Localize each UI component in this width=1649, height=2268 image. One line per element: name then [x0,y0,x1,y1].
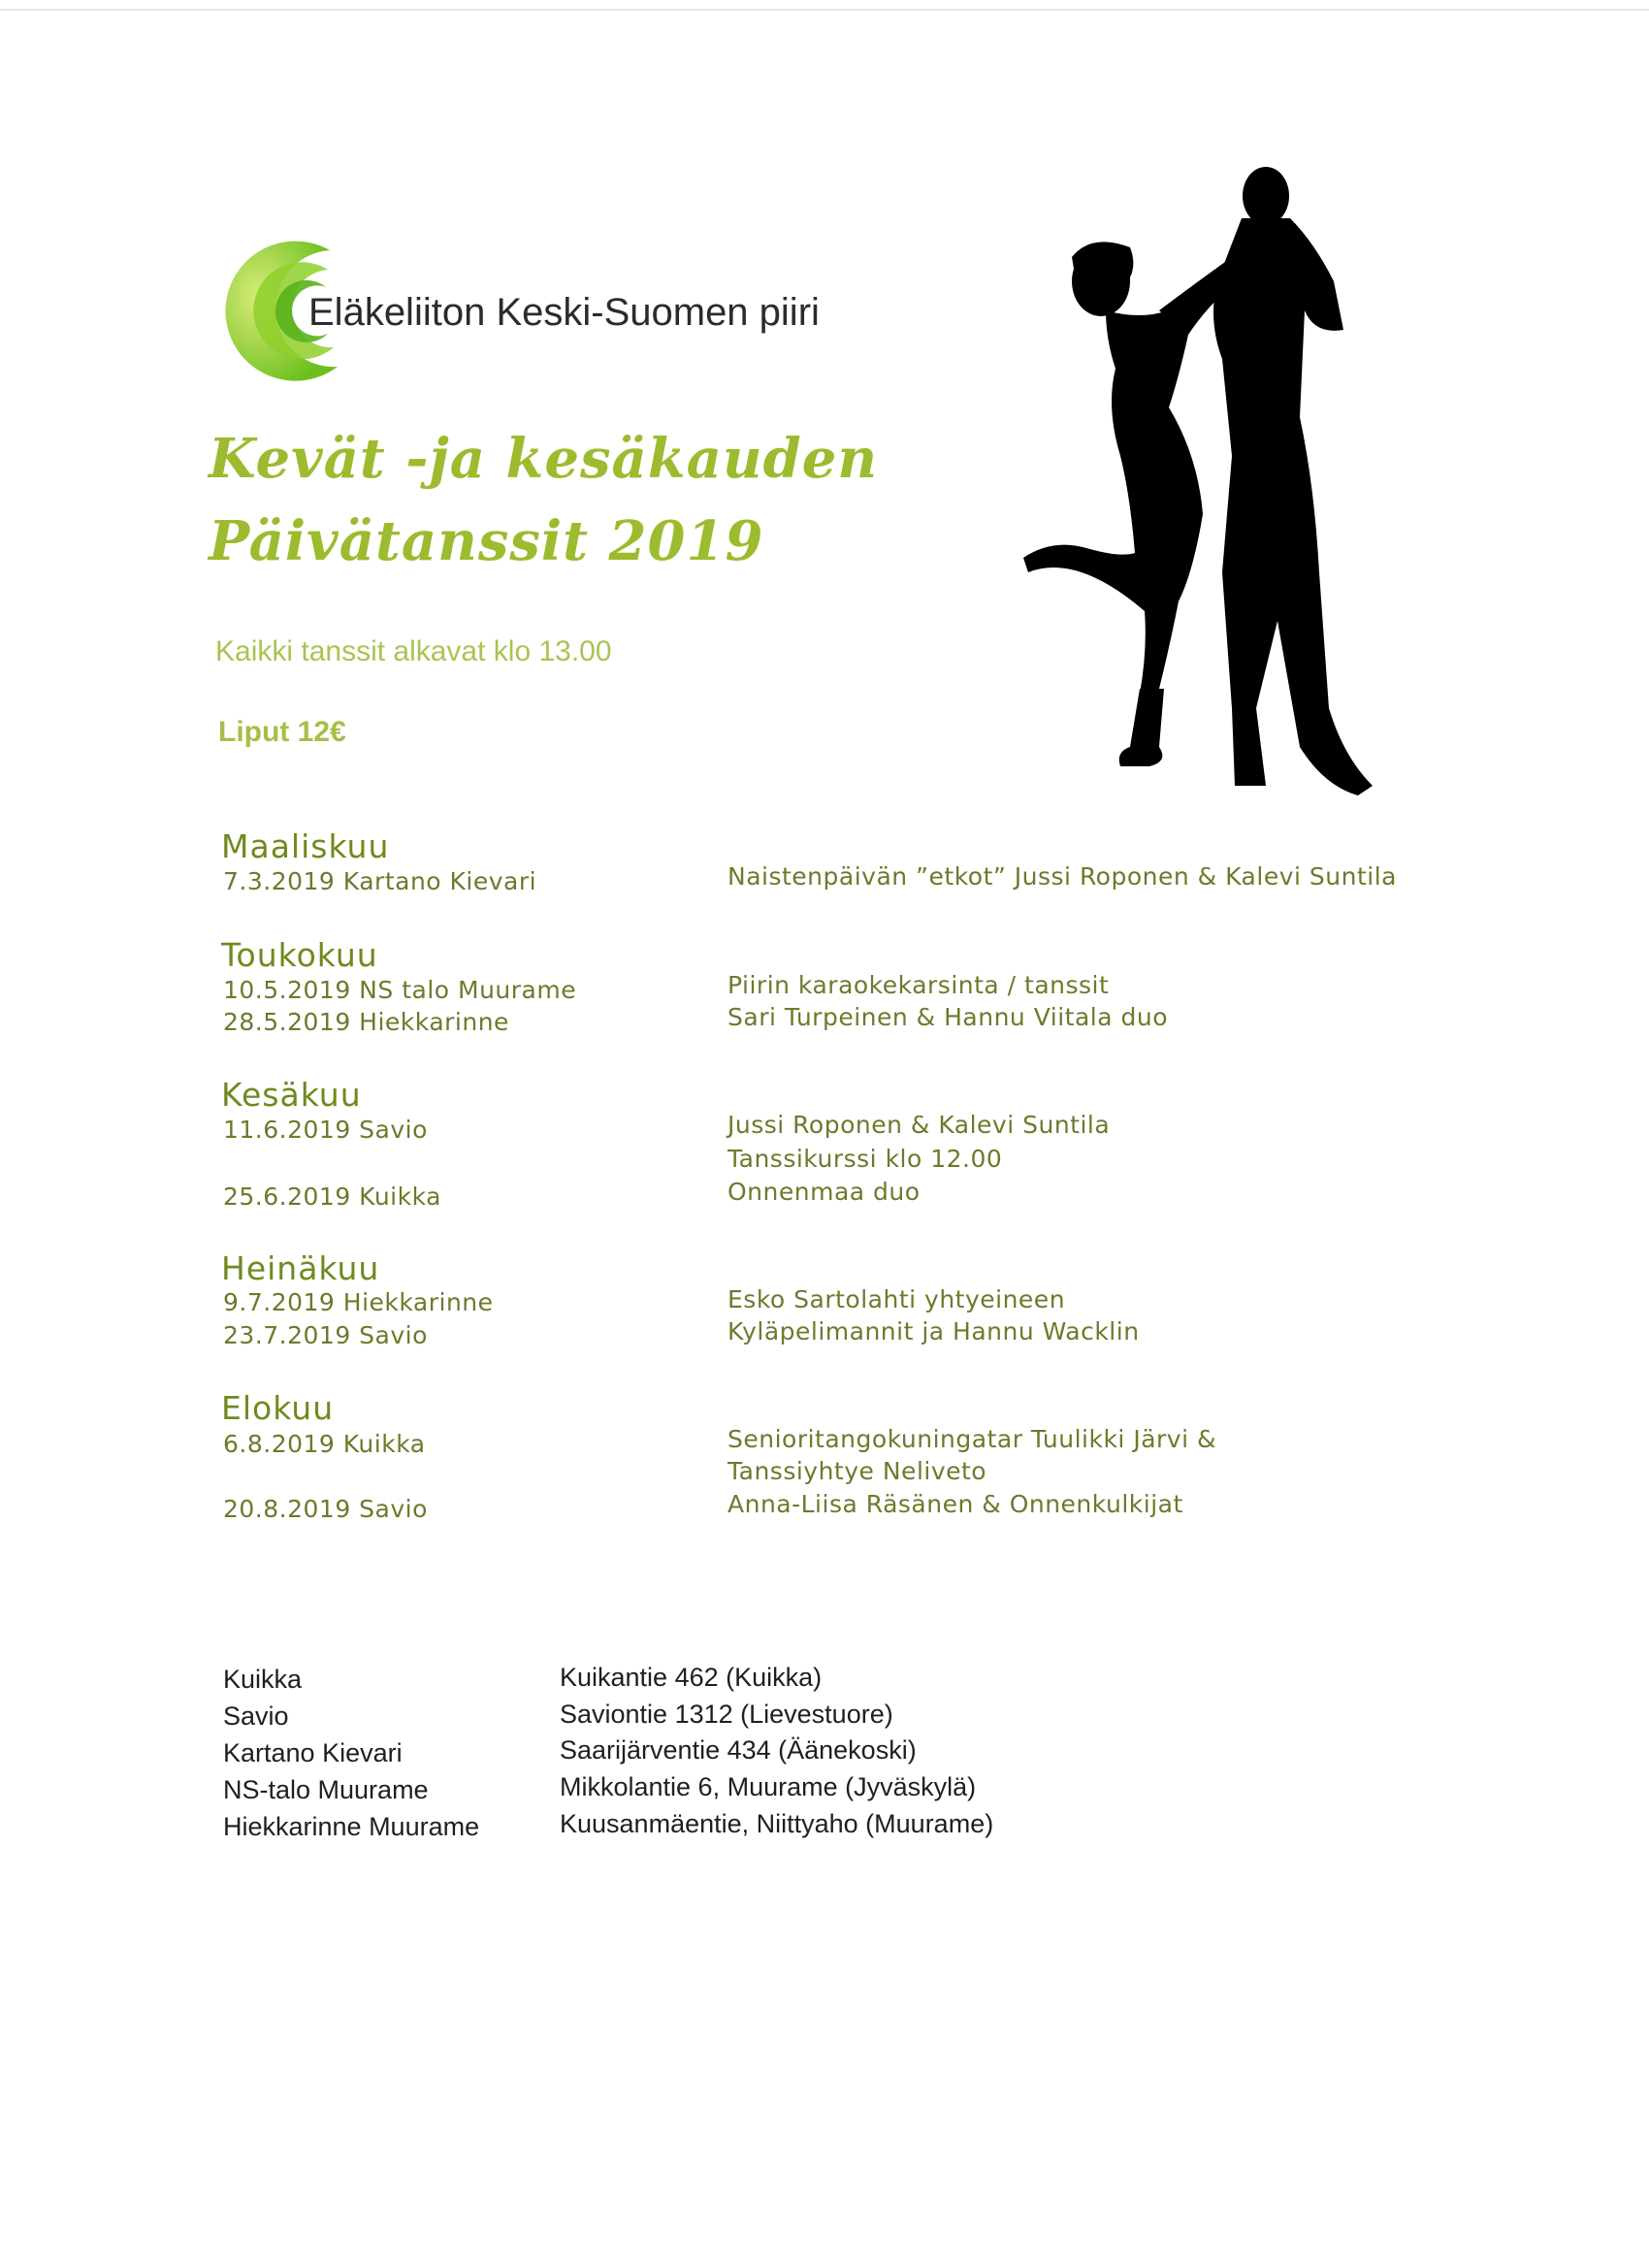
month-heading: Elokuu [221,1389,335,1427]
venue-name: Kuikka [223,1665,303,1694]
event-performer: Kyläpelimannit ja Hannu Wacklin [728,1317,1140,1345]
event-performer: Tanssiyhtye Neliveto [728,1457,987,1485]
event-date-venue: 23.7.2019 Savio [223,1321,428,1349]
month-heading: Toukokuu [221,936,378,974]
venue-address: Saarijärventie 434 (Äänekoski) [560,1735,917,1765]
month-heading: Heinäkuu [221,1249,380,1287]
event-performer: Sari Turpeinen & Hannu Viitala duo [728,1003,1168,1031]
event-date-venue: 25.6.2019 Kuikka [223,1183,441,1211]
venue-address: Saviontie 1312 (Lievestuore) [560,1700,893,1729]
event-date-venue: 20.8.2019 Savio [223,1495,428,1523]
event-performer: Piirin karaokekarsinta / tanssit [728,971,1110,999]
venue-address: Kuikantie 462 (Kuikka) [560,1663,823,1692]
event-performer: Esko Sartolahti yhtyeineen [728,1285,1066,1313]
event-performer: Tanssikurssi klo 12.00 [728,1145,1003,1173]
dancing-couple-silhouette [1023,165,1392,815]
event-date-venue: 11.6.2019 Savio [223,1116,428,1144]
venue-name: Hiekkarinne Muurame [223,1812,480,1841]
month-heading: Kesäkuu [221,1076,362,1114]
event-performer: Onnenmaa duo [728,1178,921,1206]
event-date-venue: 28.5.2019 Hiekkarinne [223,1008,509,1036]
venue-address: Mikkolantie 6, Muurame (Jyväskylä) [560,1772,977,1801]
venue-address: Kuusanmäentie, Niittyaho (Muurame) [560,1809,994,1838]
event-date-venue: 9.7.2019 Hiekkarinne [223,1288,494,1316]
title-line-2: Päivätanssit 2019 [209,509,764,573]
event-performer: Anna-Liisa Räsänen & Onnenkulkijat [728,1490,1183,1518]
venue-name: Savio [223,1701,289,1731]
start-time-note: Kaikki tanssit alkavat klo 13.00 [215,635,612,667]
scan-edge-line [0,9,1649,11]
venue-name: NS-talo Muurame [223,1775,429,1804]
event-performer: Naistenpäivän ”etkot” Jussi Roponen & Kalevi Suntila [728,862,1397,891]
event-date-venue: 7.3.2019 Kartano Kievari [223,867,537,895]
month-heading: Maaliskuu [221,827,390,865]
title-line-1: Kevät -ja kesäkauden [209,427,879,491]
event-performer: Jussi Roponen & Kalevi Suntila [728,1111,1111,1139]
organization-name: Eläkeliiton Keski-Suomen piiri [308,291,820,334]
ticket-price: Liput 12€ [218,716,346,748]
event-date-venue: 6.8.2019 Kuikka [223,1430,426,1458]
event-performer: Senioritangokuningatar Tuulikki Järvi & [728,1425,1216,1453]
venue-name: Kartano Kievari [223,1738,403,1767]
event-date-venue: 10.5.2019 NS talo Muurame [223,976,577,1004]
